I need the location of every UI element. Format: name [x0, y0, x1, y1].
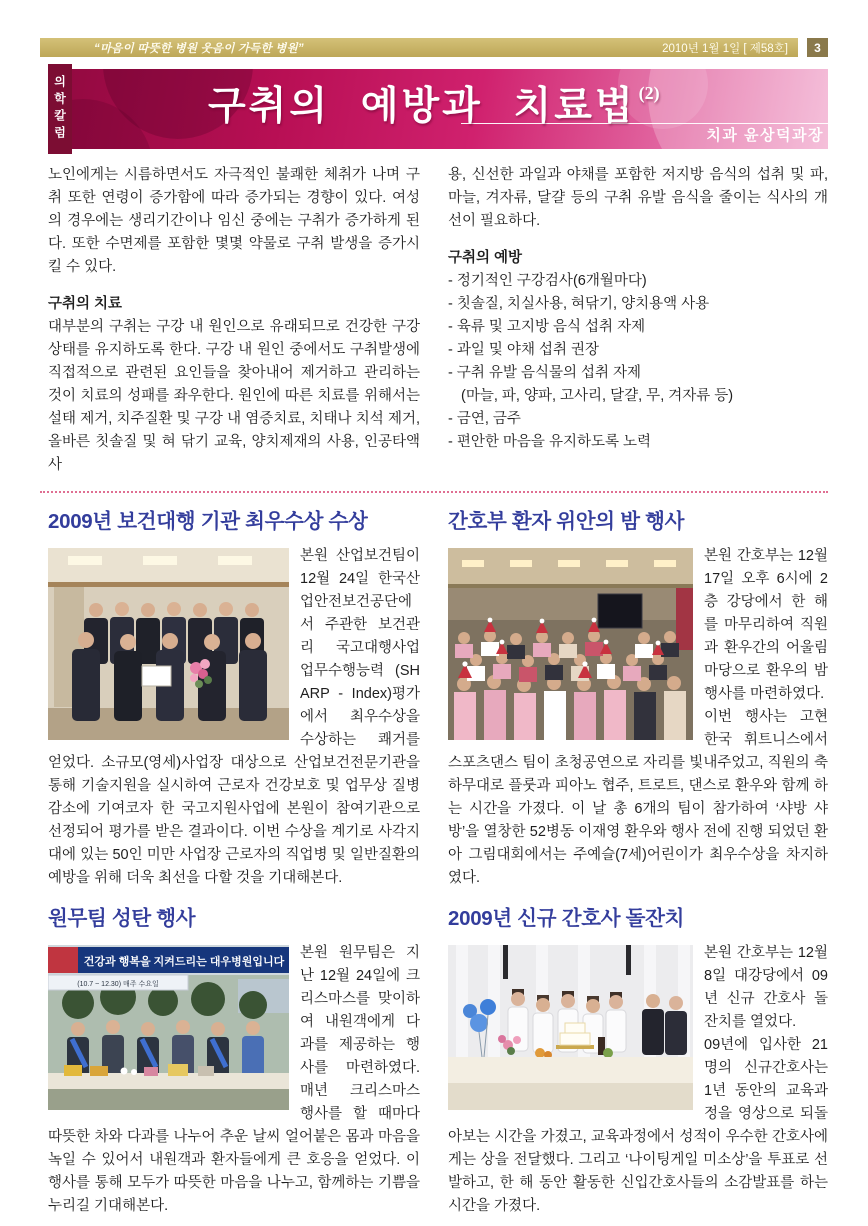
- gold-bar: [40, 38, 798, 57]
- nurse-party-photo: [448, 945, 693, 1110]
- lead-intro-paragraph: 노인에게는 시름하면서도 자극적인 불쾌한 체취가 나며 구취 또한 연령이 증가함에 따라 증가되는 경향이 있다. 여성의 경우에는 생리기간이나 임신 중에는 구취가 증가하게 된다. 또한 수면제를 포함한 몇몇 약물로 구취 발생을 증가시킬 수 있다.: [48, 167, 420, 275]
- article-paragraph: 본원 간호부는 12월 17일 오후 6시에 2층 강당에서 한 해를 마무리하여 직원과 환우간의 어울림 마당으로 환우의 밤 행사를 마련하였다.: [704, 548, 828, 702]
- news-grid: [48, 509, 828, 1218]
- article-paragraph: 본원 원무팀은 지난 12월 24일에 크리스마스를 맞이하여 내원객에게 다과를 제공하는 행사를 마련하였다. 매년 크리스마스 행사를 할 때마다 따뜻한 차와 다과를 나누어 추운 날씨 얼어붙은 몸과 마음을 녹일 수 있어서 내원객과 환자들에게 큰 호응을 얻었다. 이 행사를 통해 모두가 따뜻한 마음을 나누고, 함께하는 기쁨을 누리길 기대해본다.: [48, 945, 420, 1214]
- lead-left-column: [48, 164, 420, 477]
- top-bar: [40, 38, 828, 57]
- hospital-slogan: “마음이 따뜻한 병원 웃음이 가득한 병원”: [94, 42, 304, 55]
- dotted-divider: [40, 491, 828, 493]
- news-section-patient-night: [448, 509, 828, 890]
- section-headline: 원무팀 성탄 행사: [48, 907, 196, 930]
- christmas-event-photo: [48, 945, 289, 1110]
- prevention-list: [448, 270, 828, 454]
- lead-right-column: [448, 164, 828, 477]
- award-ceremony-photo: [48, 548, 289, 740]
- issue-date: 2010년 1월 1일 [ 제58호]: [662, 42, 788, 55]
- medical-column-label: 의학칼럼: [48, 64, 72, 154]
- prevention-item: - 육류 및 고지방 음식 섭취 자제: [448, 319, 646, 335]
- prevention-item: - 정기적인 구강검사(6개월마다): [448, 273, 647, 289]
- photo-subbanner-text: (10.7 ~ 12.30) 매주 수요일: [77, 981, 159, 988]
- prevention-item: - 금연, 금주: [448, 411, 521, 427]
- prevention-item: - 구취 유발 음식물의 섭취 자제: [448, 365, 642, 381]
- treatment-heading: 구취의 치료: [48, 296, 123, 312]
- prevention-item: - 과일 및 야채 섭취 권장: [448, 342, 600, 358]
- prevention-item-note: (마늘, 파, 양파, 고사리, 달걀, 무, 겨자류 등): [461, 388, 734, 404]
- news-section-health-award: [48, 509, 420, 890]
- article-author: 치과 윤상덕과장: [706, 127, 824, 144]
- article-title-text: 구취의 예방과 치료법: [208, 85, 636, 128]
- article-paragraph: 본원 산업보건팀이 12월 24일 한국산업안전보건공단에서 주관한 보건관리 국고대행사업 업무수행능력 (SHARP - Index)평가에서 최우수상을 수상하는 쾌거를 얻었다. 소규모(영세)사업장 대상으로 산업보건전문기관을 통해 기술지원을 실시하여 근로자 건강보호 및 업무상 질병 감소에 기여코자 한 국고지원사업에 본원이 참여기관으로 선정되어 평가를 받은 결과이다. 이번 수상을 계기로 사각지대에 있는 50인 미만 사업장 근로자의 직업병 및 일반질환의 예방을 위해 더욱 최선을 다할 것을 기대해본다.: [48, 548, 420, 886]
- prevention-heading: 구취의 예방: [448, 250, 523, 266]
- section-headline: 2009년 신규 간호사 돌잔치: [448, 907, 685, 930]
- treatment-paragraph: 대부분의 구취는 구강 내 원인으로 유래되므로 건강한 구강 상태를 유지하도록 한다. 구강 내 원인 중에서도 구취발생에 직접적으로 관련된 요인들을 찾아내어 제거하고 관리하는 것이 치료의 성패를 좌우한다. 원인에 따른 치료를 위해서는 설태 제거, 치주질환 및 구강 내 염증치료, 치태나 치석 제거, 올바른 칫솔질 및 혀 닦기 교육, 양치제재의 사용, 인공타액 사: [48, 319, 420, 473]
- prevention-item: - 편안한 마음을 유지하도록 노력: [448, 434, 652, 450]
- lead-article: [48, 164, 828, 477]
- news-section-nurse-party: [448, 906, 828, 1218]
- article-paragraph: 본원 간호부는 12월 8일 대강당에서 09년 신규 간호사 돌잔치를 열었다.: [704, 945, 828, 1030]
- section-headline: 2009년 보건대행 기관 최우수상 수상: [48, 510, 368, 533]
- main-content: [48, 69, 828, 477]
- article-title-part-number: (2): [638, 83, 660, 103]
- news-section-admin-christmas: [48, 906, 420, 1218]
- prevention-item: - 칫솔질, 치실사용, 혀닦기, 양치용액 사용: [448, 296, 710, 312]
- page-number-badge: 3: [807, 38, 828, 57]
- column-banner: [48, 69, 828, 149]
- patient-night-photo: [448, 548, 693, 740]
- article-title: [208, 75, 660, 131]
- treatment-continued-paragraph: 용, 신선한 과일과 야채를 포함한 저지방 음식의 섭취 및 파, 마늘, 겨자류, 달걀 등의 구취 유발 음식을 줄이는 식사의 개선이 필요하다.: [448, 167, 828, 229]
- photo-banner-text: 건강과 행복을 지켜드리는 대우병원입니다: [83, 956, 285, 968]
- section-headline: 간호부 환자 위안의 밤 행사: [448, 510, 685, 533]
- article-paragraph: 09년에 입사한 21명의 신규간호사는 1년 동안의 교육과정을 영상으로 되돌아보는 시간을 가졌고, 교육과정에서 성적이 우수한 간호사에게는 상을 전달했다. 그리고 ‘나이팅게일 미소상’을 투표로 선발하고, 한 해 동안 활동한 신입간호사들의 소감발표를 하는 시간을 가졌다.: [448, 1037, 828, 1214]
- article-paragraph: 이번 행사는 고현 한국 휘트니스에서 스포츠댄스 팀이 초청공연으로 자리를 빛내주었고, 직원의 축하무대로 플룻과 피아노 협주, 트로트, 댄스로 환우와 함께 하는 시간을 가졌다. 이 날 총 6개의 팀이 참가하여 ‘샤방 샤방’을 열창한 52병동 이재영 환우와 행사 전에 진행 되었던 환아 그림대회에서는 주예슬(7세)어린이가 최우수상을 차지하였다.: [448, 709, 828, 886]
